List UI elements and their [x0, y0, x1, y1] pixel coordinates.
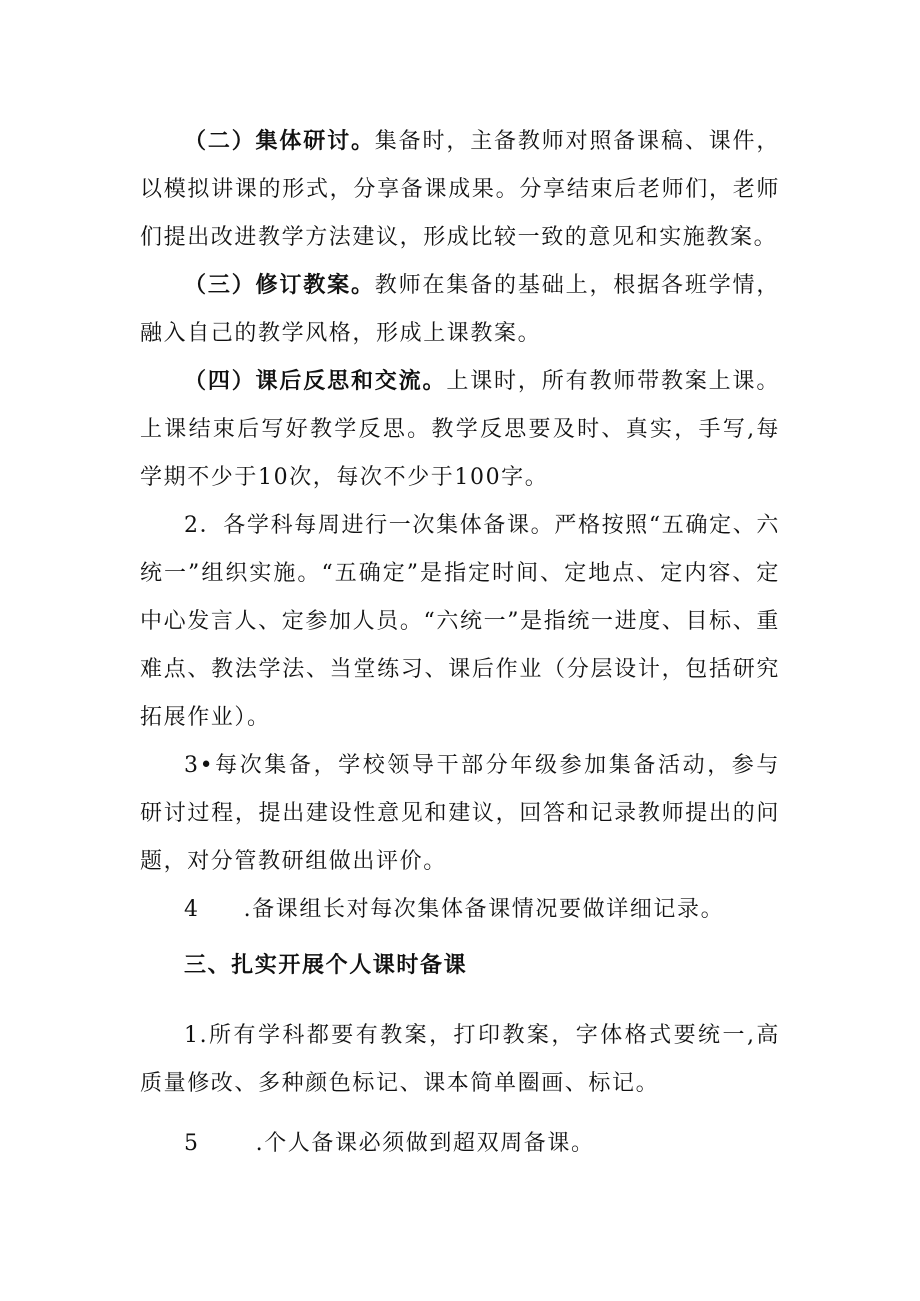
paragraph-body: .个人备课必须做到超双周备课。	[255, 1131, 595, 1156]
paragraph-item-4	[140, 886, 780, 934]
paragraph-item-5	[140, 1120, 780, 1168]
paragraph-body: 上课时，所有教师带教案上课。上课结束后写好教学反思。教学反思要及时、真实，手写,每学期不少于10次，每次不少于100字。	[140, 369, 780, 490]
paragraph-revise-plan	[140, 262, 780, 358]
paragraph-item-3	[140, 742, 780, 886]
paragraph-body: 2．各学科每周进行一次集体备课。严格按照“五确定、六统一”组织实施。“五确定”是指定时间、定地点、定内容、定中心发言人、定参加人员。“六统一”是指统一进度、目标、重难点、教法学法、当堂练习、课后作业（分层设计，包括研究拓展作业）。	[140, 513, 780, 730]
item-number: 5	[184, 1131, 200, 1156]
paragraph-body: .备课组长对每次集体备课情况要做详细记录。	[243, 897, 725, 922]
paragraph-item-2	[140, 502, 780, 742]
paragraph-body: 集备时，主备教师对照备课稿、课件，以模拟讲课的形式，分享备课成果。分享结束后老师们，老师们提出改进教学方法建议，形成比较一致的意见和实施教案。	[140, 129, 780, 250]
paragraph-collective-discussion	[140, 118, 780, 262]
paragraph-lead: （三）修订教案。	[184, 273, 375, 298]
section-heading: 三、扎实开展个人课时备课	[184, 953, 468, 978]
paragraph-reflection-exchange	[140, 358, 780, 502]
paragraph-personal-1	[140, 1012, 780, 1108]
paragraph-body: 3•每次集备，学校领导干部分年级参加集备活动，参与研讨过程，提出建设性意见和建议，回答和记录教师提出的问题，对分管教研组做出评价。	[140, 753, 780, 874]
paragraph-body: 教师在集备的基础上，根据各班学情，融入自己的教学风格，形成上课教案。	[140, 273, 780, 346]
paragraph-lead: （二）集体研讨。	[184, 129, 375, 154]
paragraph-lead: （四）课后反思和交流。	[184, 369, 447, 394]
paragraph-body: 1.所有学科都要有教案，打印教案，字体格式要统一,高质量修改、多种颜色标记、课本简单圈画、标记。	[140, 1023, 780, 1096]
item-number: 4	[184, 897, 200, 922]
